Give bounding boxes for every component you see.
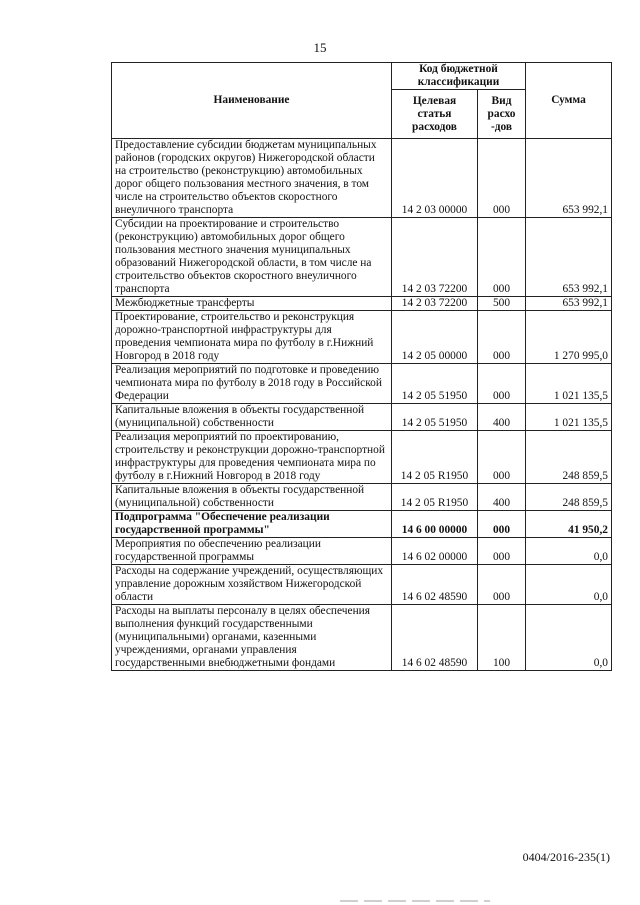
row-code: 14 6 02 48590	[392, 565, 478, 605]
table-row	[112, 218, 612, 297]
row-sum: 0,0	[526, 538, 612, 565]
row-name: Капитальные вложения в объекты государственной (муниципальной) собственности	[112, 484, 392, 511]
row-sum: 1 021 135,5	[526, 364, 612, 404]
table-body	[112, 139, 612, 671]
row-sum: 653 992,1	[526, 297, 612, 311]
row-code: 14 2 05 51950	[392, 404, 478, 431]
header-classification: Код бюджетной классификации	[392, 63, 526, 90]
row-kind: 500	[478, 297, 526, 311]
table-row	[112, 484, 612, 511]
row-sum: 248 859,5	[526, 431, 612, 484]
header-amount: Сумма	[526, 63, 612, 139]
table-row	[112, 511, 612, 538]
row-code: 14 6 00 00000	[392, 511, 478, 538]
row-code: 14 2 03 72200	[392, 297, 478, 311]
row-name: Предоставление субсидии бюджетам муниципальных районов (городских округов) Нижегородской области на строительство (реконструкцию) автомобильных дорог общего пользования местного значения, в том числе на строительство объектов скоростного внеуличного транспорта	[112, 139, 392, 218]
row-sum: 1 021 135,5	[526, 404, 612, 431]
document-reference: 0404/2016-235(1)	[522, 850, 610, 864]
row-name: Расходы на содержание учреждений, осуществляющих управление дорожным хозяйством Нижегородской области	[112, 565, 392, 605]
row-kind: 400	[478, 404, 526, 431]
row-name: Реализация мероприятий по проектированию, строительству и реконструкции дорожно-транспортной инфраструктуры для проведения чемпионата мира по футболу в г.Нижний Новгород в 2018 году	[112, 431, 392, 484]
row-name: Мероприятия по обеспечению реализации государственной программы	[112, 538, 392, 565]
row-sum: 248 859,5	[526, 484, 612, 511]
row-kind: 000	[478, 431, 526, 484]
row-name: Межбюджетные трансферты	[112, 297, 392, 311]
row-code: 14 6 02 00000	[392, 538, 478, 565]
row-code: 14 2 05 51950	[392, 364, 478, 404]
table-row	[112, 431, 612, 484]
table-row	[112, 565, 612, 605]
budget-table	[111, 62, 612, 671]
row-code: 14 2 05 R1950	[392, 484, 478, 511]
row-sum: 0,0	[526, 565, 612, 605]
scan-artifact	[340, 900, 490, 902]
table-row	[112, 404, 612, 431]
row-sum: 653 992,1	[526, 139, 612, 218]
row-name: Субсидии на проектирование и строительство (реконструкцию) автомобильных дорог общего пользования местного значения муниципальных образований Нижегородской области, в том числе на строительство объектов скоростного внеуличного транспорта	[112, 218, 392, 297]
header-name: Наименование	[112, 63, 392, 139]
row-code: 14 2 05 R1950	[392, 431, 478, 484]
row-name: Капитальные вложения в объекты государственной (муниципальной) собственности	[112, 404, 392, 431]
row-kind: 000	[478, 538, 526, 565]
header-expense-kind: Вид расхо -дов	[478, 90, 526, 139]
row-sum: 653 992,1	[526, 218, 612, 297]
row-name: Подпрограмма "Обеспечение реализации государственной программы"	[112, 511, 392, 538]
row-name: Проектирование, строительство и реконструкция дорожно-транспортной инфраструктуры для проведения чемпионата мира по футболу в г.Нижний Новгород в 2018 году	[112, 311, 392, 364]
row-kind: 000	[478, 565, 526, 605]
row-sum: 41 950,2	[526, 511, 612, 538]
row-sum: 1 270 995,0	[526, 311, 612, 364]
table-row	[112, 538, 612, 565]
row-code: 14 2 03 00000	[392, 139, 478, 218]
row-kind: 100	[478, 605, 526, 671]
row-kind: 000	[478, 511, 526, 538]
row-sum: 0,0	[526, 605, 612, 671]
table-row	[112, 364, 612, 404]
row-name: Расходы на выплаты персоналу в целях обеспечения выполнения функций государственными (муниципальными) органами, казенными учреждениями, органами управления государственными внебюджетными фондами	[112, 605, 392, 671]
header-target-article: Целевая статья расходов	[392, 90, 478, 139]
row-kind: 400	[478, 484, 526, 511]
table-row	[112, 139, 612, 218]
table-row	[112, 297, 612, 311]
page-number: 15	[313, 40, 327, 55]
row-kind: 000	[478, 218, 526, 297]
row-name: Реализация мероприятий по подготовке и проведению чемпионата мира по футболу в 2018 году в Российской Федерации	[112, 364, 392, 404]
table-row	[112, 605, 612, 671]
row-code: 14 6 02 48590	[392, 605, 478, 671]
row-code: 14 2 03 72200	[392, 218, 478, 297]
row-kind: 000	[478, 311, 526, 364]
row-kind: 000	[478, 139, 526, 218]
row-code: 14 2 05 00000	[392, 311, 478, 364]
row-kind: 000	[478, 364, 526, 404]
table-row	[112, 311, 612, 364]
